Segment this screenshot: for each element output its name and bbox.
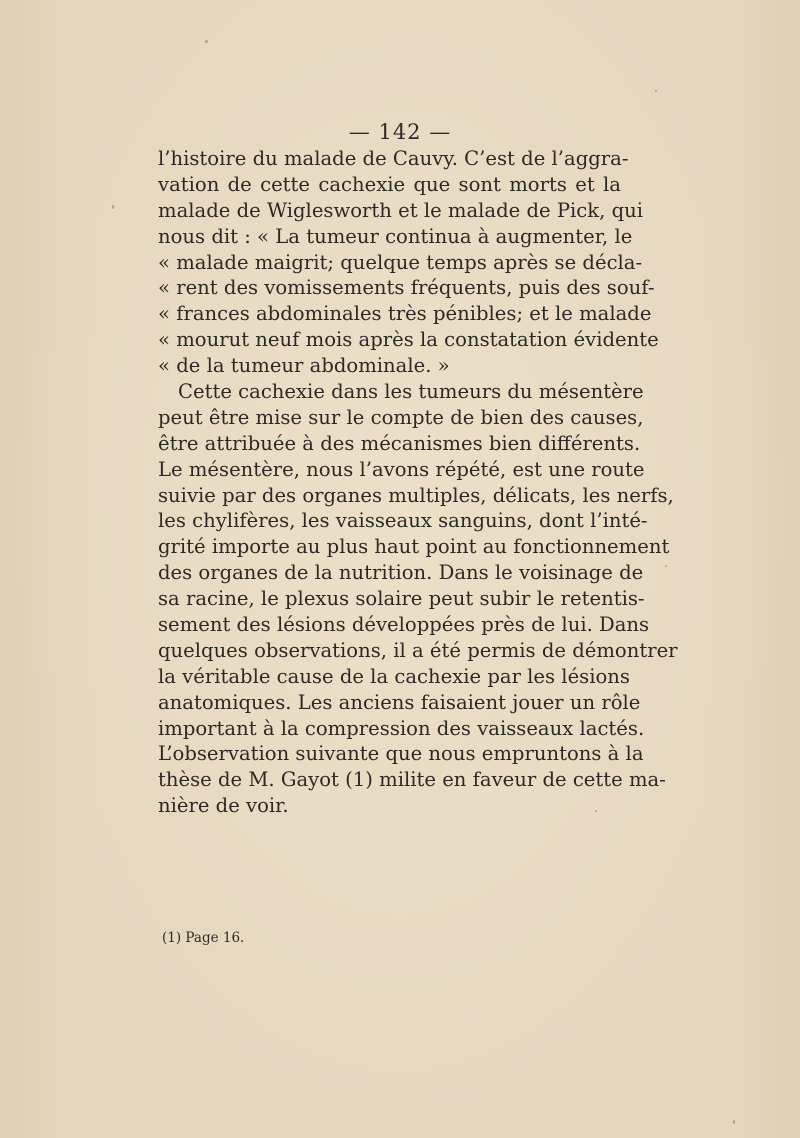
text-line: vation de cette cachexie que sont morts et la: [158, 172, 621, 196]
text-line: « de la tumeur abdominale. »: [158, 354, 450, 378]
text-line: « frances abdominales très pénibles; et le malade: [158, 302, 652, 326]
paper-speck: [733, 1120, 735, 1124]
text-line: sement des lésions développées près de lui. Dans: [158, 613, 650, 637]
text-line: nière de voir.: [158, 794, 289, 818]
body-text: [158, 146, 678, 819]
text-line: malade de Wiglesworth et le malade de Pick, qui: [158, 198, 644, 222]
paper-speck: [665, 565, 667, 567]
text-line: « mourut neuf mois après la constatation évidente: [158, 328, 659, 352]
page-number: — 142 —: [348, 120, 452, 144]
text-line: quelques observations, il a été permis de démontrer: [158, 638, 678, 662]
text-line: L’observation suivante que nous empruntons à la: [158, 742, 644, 766]
text-line: grité importe au plus haut point au fonctionnement: [158, 535, 670, 559]
text-line: important à la compression des vaisseaux lactés.: [158, 716, 645, 740]
footnote: (1) Page 16.: [162, 930, 245, 946]
paper-speck: [655, 90, 657, 92]
text-line: être attribuée à des mécanismes bien différents.: [158, 431, 641, 455]
paper-speck: [595, 810, 597, 812]
text-line: les chylifères, les vaisseaux sanguins, dont l’inté-: [158, 509, 648, 533]
text-line: l’histoire du malade de Cauvy. C’est de l’aggra-: [158, 147, 629, 170]
text-line: anatomiques. Les anciens faisaient jouer un rôle: [158, 690, 641, 714]
text-line: « rent des vomissements fréquents, puis des souf-: [158, 276, 655, 300]
text-line: suivie par des organes multiples, délicats, les nerfs,: [158, 483, 674, 507]
text-line: « malade maigrit; quelque temps après se décla-: [158, 250, 643, 274]
text-line: Le mésentère, nous l’avons répété, est une route: [158, 457, 645, 481]
text-line: la véritable cause de la cachexie par les lésions: [158, 664, 630, 688]
text-line: Cette cachexie dans les tumeurs du mésentère: [178, 380, 644, 404]
text-line: sa racine, le plexus solaire peut subir le retentis-: [158, 587, 645, 611]
paper-speck: [112, 205, 114, 209]
text-line: nous dit : « La tumeur continua à augmenter, le: [158, 224, 633, 248]
text-line: peut être mise sur le compte de bien des causes,: [158, 405, 644, 429]
paper-speck: [205, 40, 208, 43]
text-line: thèse de M. Gayot (1) milite en faveur de cette ma-: [158, 768, 666, 792]
text-line: des organes de la nutrition. Dans le voisinage de: [158, 561, 644, 585]
